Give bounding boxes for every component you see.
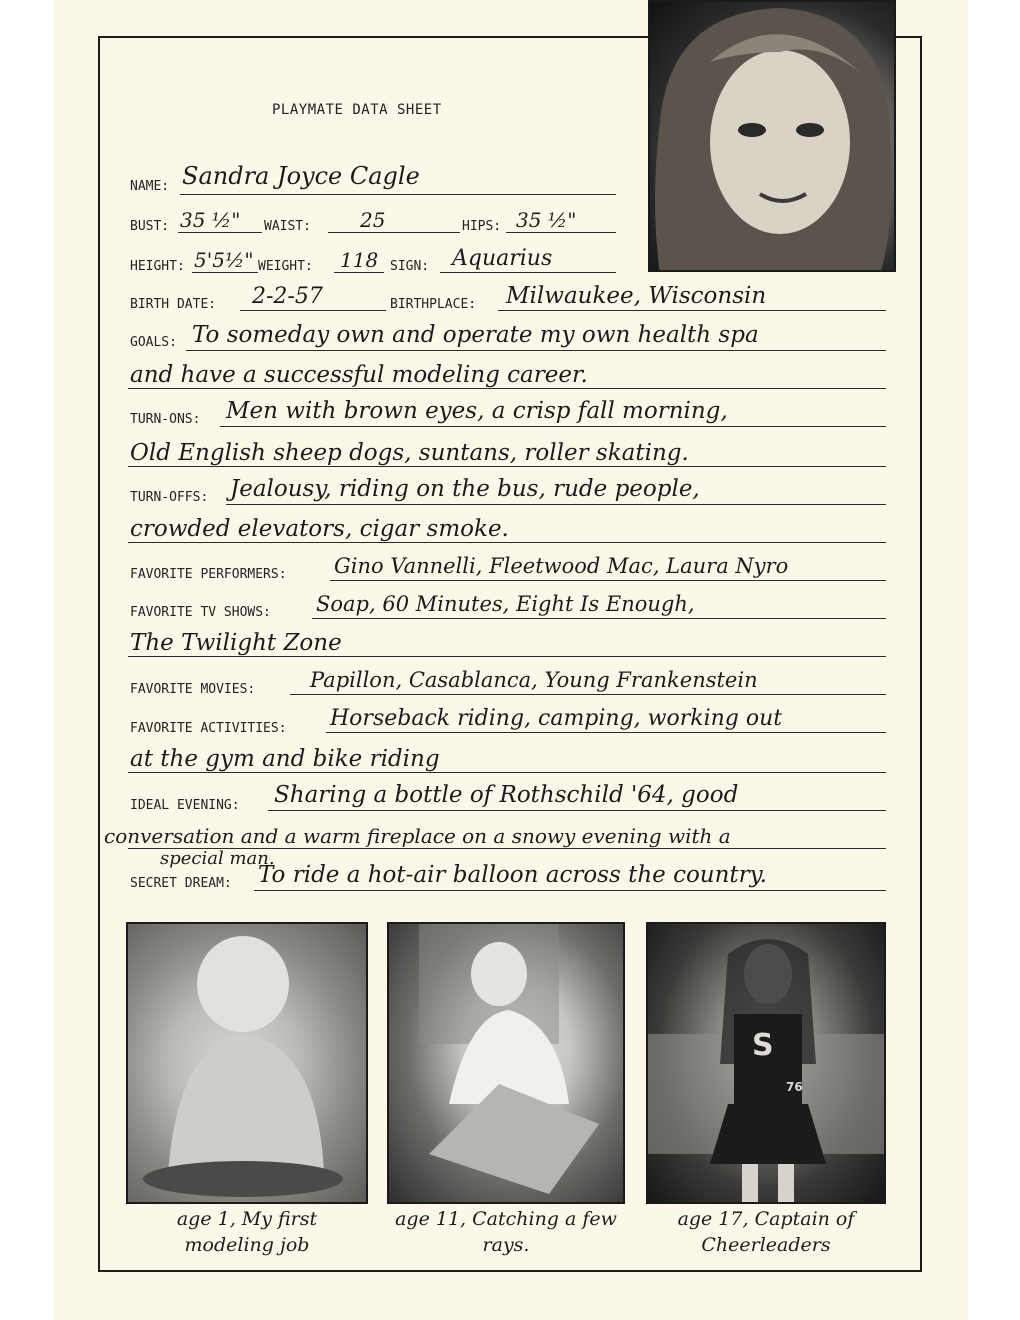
- turn-offs-label: TURN-OFFS:: [130, 490, 209, 505]
- baby-caption: [126, 1206, 368, 1258]
- portrait-figure: [650, 2, 896, 272]
- favorite-tv-shows-line-1: [312, 618, 886, 619]
- favorite-activities-line1: Horseback riding, camping, working out: [330, 706, 783, 731]
- name-label: NAME:: [130, 179, 170, 194]
- goals-line-1: [186, 350, 886, 351]
- child-caption-line2: rays.: [482, 1234, 530, 1256]
- ideal-evening-label: IDEAL EVENING:: [130, 798, 240, 813]
- secret-dream-line: [254, 890, 886, 891]
- weight-line: [334, 272, 384, 273]
- favorite-movies-value: Papillon, Casablanca, Young Frankenstein: [310, 668, 758, 692]
- secret-dream-value: To ride a hot-air balloon across the country.: [258, 862, 767, 888]
- baby-caption-line1: age 1, My first: [176, 1208, 318, 1230]
- turn-ons-line-2: [128, 466, 886, 467]
- turn-ons-line-1: [220, 426, 886, 427]
- height-line: [192, 272, 258, 273]
- birth-date-line: [240, 310, 386, 311]
- goals-line-2: [128, 388, 886, 389]
- turn-ons-line1: Men with brown eyes, a crisp fall morning,: [226, 398, 728, 424]
- waist-line: [328, 232, 460, 233]
- favorite-tv-shows-line-2: [128, 656, 886, 657]
- teen-caption-line2: Cheerleaders: [701, 1234, 831, 1256]
- child-caption: [387, 1206, 625, 1258]
- turn-offs-line2: crowded elevators, cigar smoke.: [130, 516, 509, 542]
- portrait-photo: [648, 0, 896, 272]
- favorite-activities-line-2: [128, 772, 886, 773]
- favorite-performers-value: Gino Vannelli, Fleetwood Mac, Laura Nyro: [334, 554, 789, 578]
- favorite-performers-label: FAVORITE PERFORMERS:: [130, 567, 287, 582]
- height-label: HEIGHT:: [130, 259, 185, 274]
- waist-label: WAIST:: [264, 219, 311, 234]
- weight-value: 118: [340, 248, 379, 272]
- favorite-movies-label: FAVORITE MOVIES:: [130, 682, 256, 697]
- birthplace-label: BIRTHPLACE:: [390, 297, 477, 312]
- teen-caption-line1: age 17, Captain of: [677, 1208, 855, 1230]
- turn-ons-line2: Old English sheep dogs, suntans, roller skating.: [130, 440, 689, 466]
- teen-photo: [646, 922, 886, 1204]
- birth-date-label: BIRTH DATE:: [130, 297, 217, 312]
- secret-dream-label: SECRET DREAM:: [130, 876, 232, 891]
- goals-line1: To someday own and operate my own health spa: [192, 322, 759, 348]
- ideal-evening-line-1: [268, 810, 886, 811]
- bust-line: [178, 232, 262, 233]
- baby-caption-line2: modeling job: [184, 1234, 310, 1256]
- turn-offs-line-2: [128, 542, 886, 543]
- child-figure: [389, 924, 625, 1204]
- favorite-tv-shows-line2: The Twilight Zone: [130, 630, 342, 656]
- turn-offs-line1: Jealousy, riding on the bus, rude people,: [230, 476, 700, 502]
- teen-figure: [648, 924, 886, 1204]
- turn-offs-line-1: [226, 504, 886, 505]
- ideal-evening-line1: Sharing a bottle of Rothschild '64, good: [274, 782, 739, 808]
- turn-ons-label: TURN-ONS:: [130, 412, 201, 427]
- favorite-tv-shows-label: FAVORITE TV SHOWS:: [130, 605, 271, 620]
- bust-value: 35 ½": [180, 208, 241, 232]
- weight-label: WEIGHT:: [258, 259, 313, 274]
- sign-value: Aquarius: [452, 246, 553, 271]
- teen-caption: [646, 1206, 886, 1258]
- favorite-movies-line: [290, 694, 886, 695]
- hips-line: [506, 232, 616, 233]
- child-caption-line1: age 11, Catching a few: [395, 1208, 617, 1230]
- page-title: PLAYMATE DATA SHEET: [272, 102, 442, 118]
- sign-label: SIGN:: [390, 259, 430, 274]
- sign-line: [440, 272, 616, 273]
- name-line: [180, 194, 616, 195]
- birthplace-line: [498, 310, 886, 311]
- goals-line2: and have a successful modeling career.: [130, 362, 588, 388]
- child-photo: [387, 922, 625, 1204]
- favorite-tv-shows-line1: Soap, 60 Minutes, Eight Is Enough,: [316, 592, 695, 616]
- waist-value: 25: [360, 208, 386, 232]
- ideal-evening-line3: special man.: [160, 848, 275, 869]
- hips-value: 35 ½": [516, 208, 577, 232]
- name-value: Sandra Joyce Cagle: [182, 162, 420, 190]
- baby-photo: [126, 922, 368, 1204]
- birthplace-value: Milwaukee, Wisconsin: [506, 283, 767, 309]
- favorite-performers-line: [330, 580, 886, 581]
- ideal-evening-line2: conversation and a warm fireplace on a snowy evening with a: [104, 824, 731, 848]
- jersey-letter: S: [752, 1028, 774, 1063]
- jersey-number: 76: [786, 1080, 803, 1094]
- birth-date-value: 2-2-57: [252, 284, 323, 309]
- hips-label: HIPS:: [462, 219, 502, 234]
- goals-label: GOALS:: [130, 335, 177, 350]
- height-value: 5'5½": [194, 248, 254, 272]
- baby-figure: [128, 924, 368, 1204]
- favorite-activities-line-1: [326, 732, 886, 733]
- bust-label: BUST:: [130, 219, 170, 234]
- favorite-activities-line2: at the gym and bike riding: [130, 746, 440, 772]
- favorite-activities-label: FAVORITE ACTIVITIES:: [130, 721, 287, 736]
